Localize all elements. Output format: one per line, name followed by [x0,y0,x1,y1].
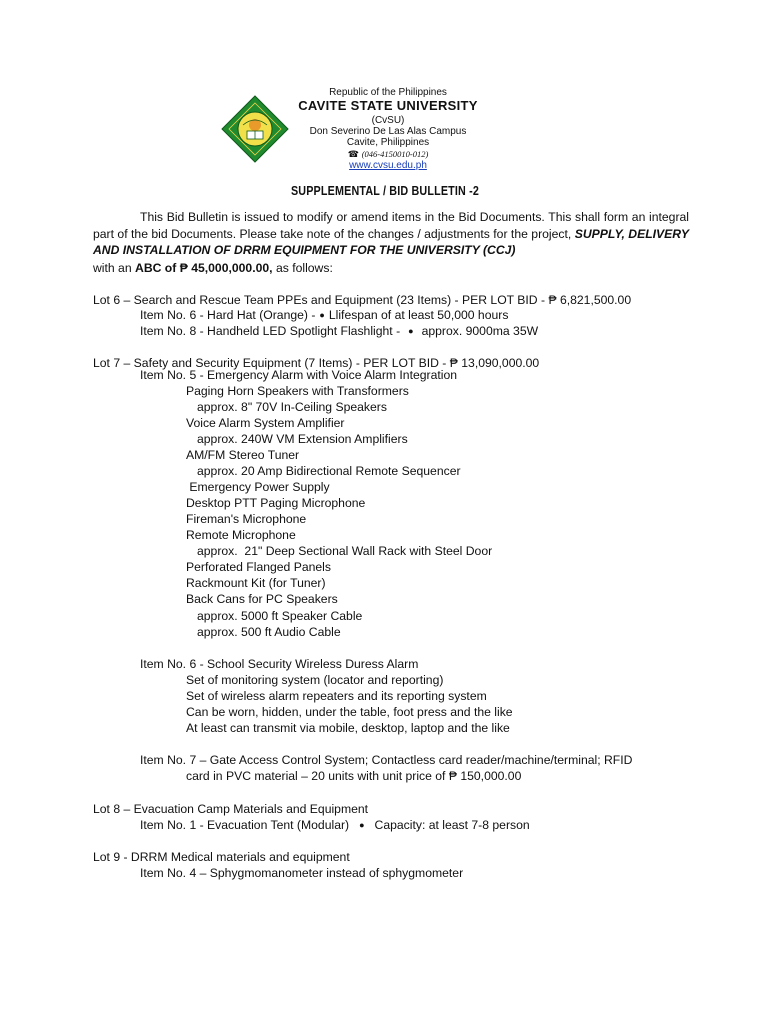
intro-text: This Bid Bulletin is issued to modify or amend items in the Bid Documents. This shall form an integral part of the bid Documents. Please take note of the changes / adjustments for the project, [93,210,689,241]
lot7-item5-line: Back Cans for PC Speakers [186,592,338,606]
website-link[interactable]: www.cvsu.edu.ph [349,160,427,171]
lot6-item6-spec: Llifespan of at least 50,000 hours [328,308,509,322]
lot7-item6-line: Set of monitoring system (locator and reporting) [186,673,444,687]
bullet-icon: ● [319,310,325,320]
lot6-item8-label: Item No. 8 - Handheld LED Spotlight Flashlight - [140,324,401,338]
lot7-item5-line: approx. 20 Amp Bidirectional Remote Sequencer [197,464,461,478]
phone-icon: ☎ [347,149,359,159]
header-country: Republic of the Philippines [329,87,447,98]
lot7-item5-line: Emergency Power Supply [186,480,330,494]
lot7-item5-line: Voice Alarm System Amplifier [186,416,345,430]
bullet-icon: ● [359,820,365,830]
lot7-item5-line: Remote Microphone [186,528,296,542]
lot7-item5-line: AM/FM Stereo Tuner [186,448,300,462]
bullet-icon: ● [408,326,414,336]
project-name: SUPPLY, DELIVERY AND INSTALLATION OF DRRM EQUIPMENT FOR THE UNIVERSITY (CCJ) [93,226,689,257]
lot6-item8-spec: approx. 9000ma 35W [421,324,539,338]
intro-paragraph [93,209,689,259]
bulletin-title: SUPPLEMENTAL / BID BULLETIN -2 [290,184,480,198]
lot9-heading: Lot 9 - DRRM Medical materials and equipment [93,850,350,864]
lot6-item8 [140,324,538,339]
intro-as-follows: as follows: [275,261,333,275]
lot7-item6: Item No. 6 - School Security Wireless Duress Alarm [140,657,419,671]
lot7-heading: Lot 7 – Safety and Security Equipment (7 Items) - PER LOT BID - ₱ 13,090,000.00 [93,356,540,370]
lot7-item6-line: Can be worn, hidden, under the table, foot press and the like [186,705,513,719]
lot7-item5-line: approx. 500 ft Audio Cable [197,625,341,639]
lot7-item5-line: Desktop PTT Paging Microphone [186,496,366,510]
lot7-item5-line: Rackmount Kit (for Tuner) [186,576,326,590]
lot8-item1 [140,818,530,833]
lot6-item6 [140,308,508,323]
intro-with-an: with an [93,261,132,275]
header-location: Cavite, Philippines [346,137,430,148]
lot9-item4: Item No. 4 – Sphygmomanometer instead of sphygmometer [140,866,464,880]
lot7-item5: Item No. 5 - Emergency Alarm with Voice Alarm Integration [140,368,458,382]
phone-number: (046-4150010-012) [361,149,429,159]
lot7-item6-line: At least can transmit via mobile, desktop, laptop and the like [186,721,510,735]
lot7-item5-line: Fireman's Microphone [186,512,307,526]
header-website[interactable] [283,160,493,172]
abc-amount: ABC of ₱ 45,000,000.00, [135,261,273,275]
header-abbrev: (CvSU) [371,115,405,126]
lot6-item6-label: Item No. 6 - Hard Hat (Orange) - [140,308,316,322]
intro-abc-line [93,261,333,276]
lot7-item5-line: approx. 21" Deep Sectional Wall Rack with Steel Door [197,544,493,558]
lot7-item5-line: Paging Horn Speakers with Transformers [186,384,409,398]
lot8-heading: Lot 8 – Evacuation Camp Materials and Equipment [93,802,369,816]
header-university: CAVITE STATE UNIVERSITY [298,98,478,113]
cvsu-seal-logo [221,95,289,163]
lot7-item5-line: approx. 240W VM Extension Amplifiers [197,432,408,446]
lot7-item7-line1: Item No. 7 – Gate Access Control System; Contactless card reader/machine/terminal; RFID [140,753,633,767]
lot7-item5-line: Perforated Flanged Panels [186,560,331,574]
lot8-item1-spec: Capacity: at least 7-8 person [374,818,530,832]
lot7-item6-line: Set of wireless alarm repeaters and its reporting system [186,689,487,703]
lot7-item5-line: approx. 8" 70V In-Ceiling Speakers [197,400,387,414]
lot7-item5-line: approx. 5000 ft Speaker Cable [197,609,363,623]
lot8-item1-label: Item No. 1 - Evacuation Tent (Modular) [140,818,350,832]
header-campus: Don Severino De Las Alas Campus [309,126,467,137]
lot7-item7-line2: card in PVC material – 20 units with unit price of ₱ 150,000.00 [186,769,522,783]
lot6-heading: Lot 6 – Search and Rescue Team PPEs and Equipment (23 Items) - PER LOT BID - ₱ 6,821,500.00 [93,293,632,307]
